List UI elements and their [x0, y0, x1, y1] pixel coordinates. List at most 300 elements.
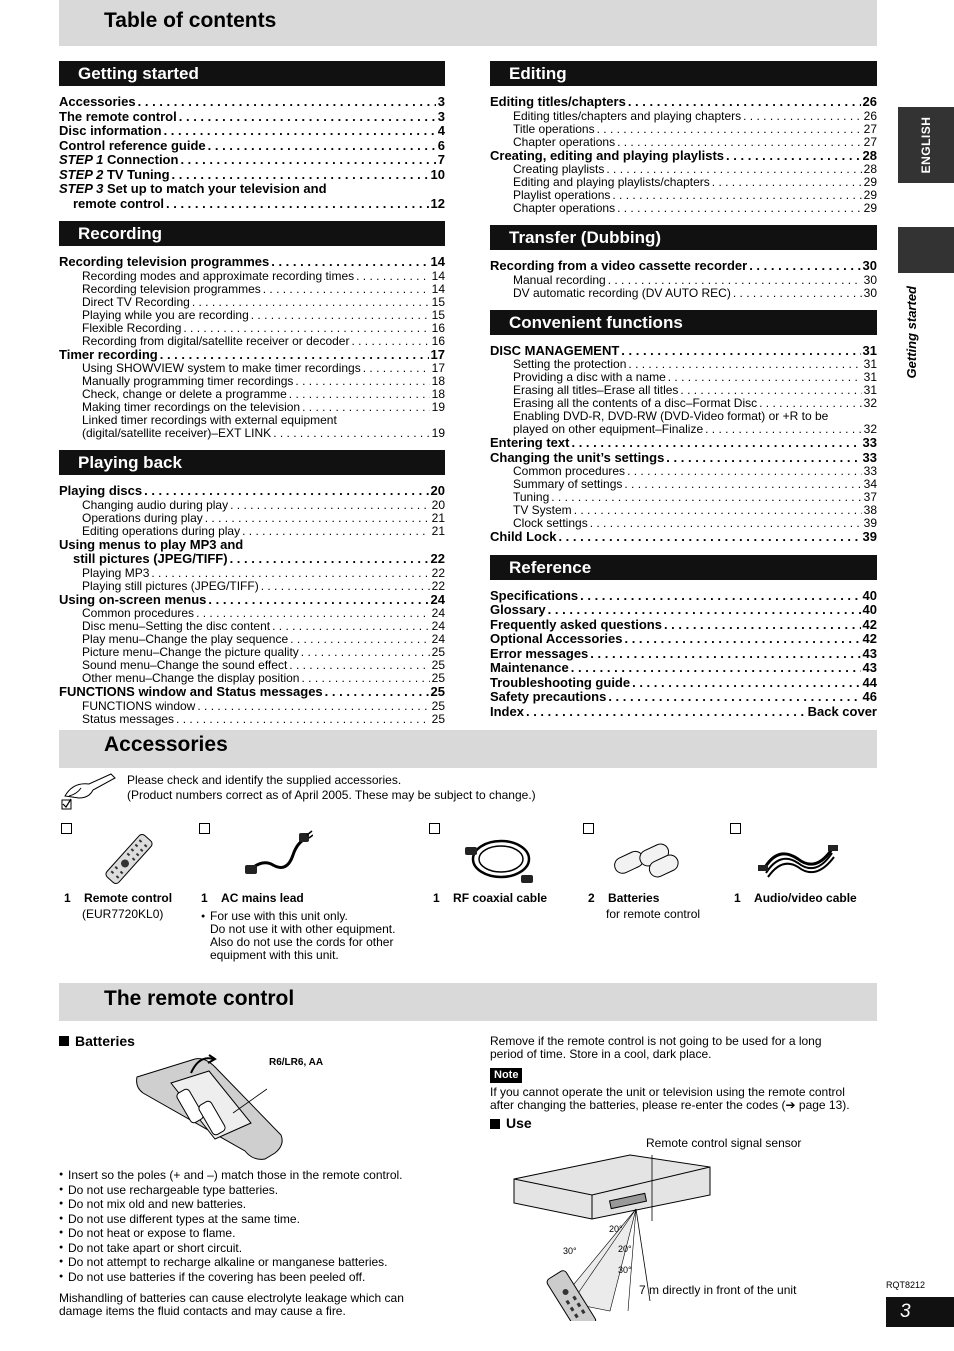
- toc-entry: [490, 451, 877, 466]
- toc-entry-label: Connection: [103, 153, 179, 167]
- toc-subentry: [59, 607, 445, 620]
- toc-entry-label: Play menu–Change the play sequence: [82, 633, 289, 646]
- toc-entry-title: [59, 153, 178, 168]
- toc-subentry: [59, 700, 445, 713]
- toc-leader-dots: [664, 618, 861, 633]
- toc-page-number: Back cover: [807, 704, 877, 719]
- toc-page-number: 18: [431, 388, 445, 401]
- toc-page-number: 19: [431, 401, 445, 414]
- toc-entry-title: [490, 259, 747, 274]
- battery-bullets: [59, 1168, 479, 1318]
- toc-entry-title: [59, 124, 162, 139]
- toc-page-number: 39: [863, 517, 877, 530]
- toc-entry-label: Frequently asked questions: [490, 617, 662, 632]
- toc-entry: [59, 139, 445, 154]
- toc-leader-dots: [624, 632, 860, 647]
- accessory-extra: (EUR7720KL0): [82, 907, 164, 921]
- toc-entry: [490, 676, 877, 691]
- toc-section: [490, 225, 877, 300]
- toc-entry-label: Specifications: [490, 588, 579, 603]
- toc-leader-dots: [726, 149, 860, 164]
- toc-entry-label: Other menu–Change the display position: [82, 672, 300, 685]
- toc-subentry: [59, 567, 445, 580]
- toc-page-number: 10: [430, 167, 445, 182]
- toc-leader-dots: [571, 661, 861, 676]
- toc-entry-label: Creating, editing and playing playlists: [490, 148, 725, 163]
- battery-warning: [59, 1292, 479, 1318]
- toc-entry-title: [82, 646, 299, 659]
- toc-entry-label: TV Tuning: [103, 167, 170, 182]
- accessories-intro-line1: Please check and identify the supplied accessories.: [127, 773, 402, 787]
- document-code: RQT8212: [886, 1280, 926, 1290]
- remote-right-column: [490, 1033, 880, 1297]
- toc-page-number: 25: [431, 712, 445, 726]
- toc-entry: [59, 685, 445, 700]
- toc-entry-title: [490, 705, 524, 720]
- accessory-checkbox[interactable]: [61, 823, 72, 834]
- toc-leader-dots: [290, 633, 429, 646]
- toc-page-number: 14: [431, 269, 445, 283]
- distance-label: 7 m directly in front of the unit: [639, 1283, 797, 1297]
- toc-leader-dots: [526, 705, 806, 720]
- toc-entry-label: Sound menu–Change the sound effect: [82, 659, 288, 672]
- toc-leader-dots: [705, 423, 862, 436]
- toc-page-number: 24: [431, 620, 445, 633]
- toc-entry-label: remote control: [73, 196, 165, 211]
- toc-entry-title: [490, 589, 578, 604]
- toc-subentry: [59, 713, 445, 726]
- remote-band: [59, 983, 877, 1021]
- toc-entry: [490, 618, 877, 633]
- toc-entry-title: [82, 388, 287, 401]
- toc-entry-label: Common procedures: [513, 465, 626, 478]
- accessories-intro: [127, 773, 536, 803]
- toc-page-number: 22: [430, 552, 445, 566]
- toc-section-heading: Playing back: [59, 450, 445, 475]
- toc-page-number: 14: [430, 255, 445, 269]
- toc-subentry: [490, 504, 877, 517]
- toc-entry-title: [490, 618, 662, 633]
- toc-entry-label: Direct TV Recording: [82, 295, 190, 309]
- toc-entry: [490, 647, 877, 662]
- toc-entry-title: [490, 661, 569, 676]
- toc-section: [490, 310, 877, 545]
- toc-entry: [59, 182, 445, 197]
- toc-page-number: 29: [863, 202, 877, 215]
- toc-page-number: 25: [430, 685, 445, 699]
- toc-page-number: 30: [862, 259, 877, 273]
- toc-section-heading: Convenient functions: [490, 310, 877, 335]
- toc-section: [59, 450, 445, 726]
- toc-entry-label: Chapter operations: [513, 135, 616, 149]
- toc-entry-label: Creating playlists: [513, 163, 605, 176]
- toc-entry-title: [513, 176, 710, 189]
- toc-entry-title: [513, 287, 731, 300]
- toc-section-heading: Getting started: [59, 61, 445, 86]
- toc-page-number: 15: [431, 295, 445, 309]
- battery-insertion-illustration: [135, 1053, 285, 1161]
- accessory-ac-mains-lead: [199, 823, 424, 965]
- toc-page-number: 30: [863, 286, 877, 300]
- accessory-extra: for remote control: [606, 907, 701, 921]
- toc-page-number: 7: [437, 153, 445, 167]
- toc-entry-label: Troubleshooting guide: [490, 675, 631, 690]
- check-hand-icon: [59, 772, 121, 810]
- toc-entry-label: Error messages: [490, 646, 589, 661]
- toc-section: [490, 555, 877, 720]
- toc-page-number: 33: [863, 465, 877, 478]
- remote-title: The remote control: [104, 987, 295, 1010]
- toc-entry-title: [73, 552, 228, 567]
- toc-leader-dots: [590, 647, 860, 662]
- toc-entry: [490, 149, 877, 164]
- toc-page-number: 3: [437, 109, 445, 124]
- toc-leader-dots: [166, 197, 429, 212]
- toc-entry-label: Status messages: [82, 712, 175, 726]
- toc-entry-title: [82, 633, 288, 646]
- toc-leader-dots: [351, 335, 429, 348]
- battery-warning-line: damage items the fluid contacts and may cause a fire.: [59, 1304, 346, 1318]
- toc-entry-label: Timer recording: [59, 347, 158, 362]
- toc-subentry: [59, 335, 445, 348]
- toc-entry-title: [82, 620, 270, 633]
- battery-bullet: ● Insert so the poles (+ and –) match those in the remote control.: [59, 1168, 479, 1183]
- toc-page-number: 29: [863, 189, 877, 202]
- accessory-notes: [201, 910, 395, 962]
- remote-control-icon: [103, 831, 155, 887]
- toc-subentry: [59, 499, 445, 512]
- toc-entry-label: Glossary: [490, 603, 546, 617]
- toc-entry-label: Index: [490, 704, 524, 719]
- toc-page-number: 32: [863, 397, 877, 410]
- toc-leader-dots: [548, 603, 861, 618]
- accessory-name: AC mains lead: [221, 891, 304, 905]
- toc-entry-title: [82, 659, 287, 672]
- toc-entry-label: Clock settings: [513, 517, 588, 530]
- toc-subentry: [59, 672, 445, 685]
- toc-entry-label: Recording television programmes: [82, 282, 261, 296]
- toc-entry-label: Making timer recordings on the television: [82, 401, 301, 414]
- toc-entry: [490, 95, 877, 110]
- toc-page-number: 4: [437, 124, 445, 138]
- toc-leader-dots: [164, 124, 436, 139]
- toc-leader-dots: [183, 322, 429, 335]
- toc-entry: [59, 538, 445, 553]
- toc-entry: [490, 705, 877, 720]
- toc-leader-dots: [263, 283, 430, 296]
- accessory-rf-coaxial-cable: [429, 823, 574, 923]
- accessories-band: [59, 730, 877, 768]
- note-text-line: after changing the batteries, please re-enter the codes (➔ page 13).: [490, 1098, 850, 1112]
- toc-leader-dots: [606, 163, 861, 176]
- toc-entry-label: TV System: [513, 504, 572, 517]
- toc-entry-label: Erasing all the contents of a disc–Format Disc: [513, 397, 758, 410]
- toc-entry-title: [82, 309, 249, 322]
- toc-page-number: 18: [431, 375, 445, 388]
- toc-entry-label: Disc menu–Setting the disc content: [82, 620, 271, 633]
- toc-leader-dots: [580, 589, 860, 604]
- toc-entry-title: [513, 491, 549, 504]
- toc-page-number: 16: [431, 321, 445, 335]
- toc-subentry: [490, 491, 877, 504]
- toc-page-number: 29: [863, 176, 877, 189]
- toc-entry-label: Playing still pictures (JPEG/TIFF): [82, 579, 259, 593]
- toc-page-number: 33: [862, 450, 877, 465]
- toc-entry-label: Title operations: [513, 122, 595, 136]
- accessory-qty: 1: [734, 891, 741, 905]
- toc-leader-dots: [208, 593, 428, 608]
- ac-mains-lead-icon: [243, 829, 313, 879]
- toc-page-number: 22: [431, 566, 445, 580]
- toc-leader-dots: [668, 371, 862, 384]
- toc-entry-label: Child Lock: [490, 530, 557, 544]
- toc-page-number: 20: [431, 498, 445, 512]
- toc-page-number: 16: [431, 334, 445, 348]
- toc-leader-dots: [197, 700, 429, 713]
- toc-entry: [490, 603, 877, 618]
- toc-left-column: [59, 61, 445, 736]
- toc-entry-label: Summary of settings: [513, 478, 623, 491]
- accessory-qty: 1: [64, 891, 71, 905]
- toc-leader-dots: [325, 685, 429, 700]
- toc-leader-dots: [608, 690, 860, 705]
- toc-subentry: [59, 322, 445, 335]
- toc-leader-dots: [160, 348, 429, 363]
- toc-entry-title: [59, 685, 323, 700]
- toc-page-number: 24: [431, 607, 445, 620]
- toc-leader-dots: [617, 136, 862, 149]
- toc-entry-title: [82, 375, 293, 388]
- toc-leader-dots: [172, 168, 429, 183]
- toc-page-number: 32: [863, 423, 877, 436]
- battery-bullet: ● Do not use rechargeable type batteries.: [59, 1183, 479, 1198]
- toc-entry-label: Playing discs: [59, 484, 143, 498]
- toc-subentry: [59, 659, 445, 672]
- toc-subentry: [59, 309, 445, 322]
- accessory-note: ● For use with this unit only.: [201, 910, 395, 923]
- toc-entry: [490, 632, 877, 647]
- toc-entry-title: [513, 371, 666, 384]
- batteries-heading-text: Batteries: [75, 1033, 135, 1049]
- toc-page-number: 19: [431, 427, 445, 440]
- toc-entry-title: [513, 465, 625, 478]
- toc-entry-label: Disc information: [59, 124, 162, 138]
- toc-page-number: 17: [430, 347, 445, 362]
- toc-page-number: 42: [862, 617, 877, 632]
- toc-entry-title: [59, 484, 142, 499]
- toc-leader-dots: [180, 153, 435, 168]
- toc-page-number: 31: [862, 343, 877, 358]
- toc-entry-label: Using SHOWVIEW system to make timer recordings: [82, 362, 361, 375]
- toc-page-number: 34: [863, 478, 877, 491]
- toc-entry-title: [513, 423, 703, 436]
- toc-leader-dots: [597, 123, 862, 136]
- toc-page-number: 14: [431, 282, 445, 296]
- toc-subentry: [59, 580, 445, 593]
- toc-leader-dots: [628, 95, 861, 110]
- toc-entry-title: [490, 149, 724, 164]
- toc-entry-title: [490, 436, 569, 451]
- accessory-checkbox[interactable]: [583, 823, 594, 834]
- battery-bullet: ● Do not attempt to recharge alkaline or manganese batteries.: [59, 1255, 479, 1270]
- toc-entry-title: [490, 676, 630, 691]
- section-tab: [898, 227, 954, 273]
- toc-entry-title: [490, 530, 556, 545]
- toc-subentry: [490, 274, 877, 287]
- rf-coaxial-cable-icon: [459, 831, 539, 887]
- toc-page-number: 17: [431, 362, 445, 375]
- toc-entry: [59, 348, 445, 363]
- toc-entry-label: Changing the unit’s settings: [490, 450, 665, 465]
- toc-entry-title: [59, 95, 136, 110]
- toc-leader-dots: [612, 189, 861, 202]
- accessory-qty: 2: [588, 891, 595, 905]
- toc-entry: [59, 153, 445, 168]
- toc-leader-dots: [621, 344, 860, 359]
- toc-entry-label: Control reference guide: [59, 138, 206, 153]
- toc-entry-title: [59, 593, 206, 608]
- toc-page-number: 20: [430, 484, 445, 498]
- toc-entry-title: [513, 123, 595, 136]
- toc-page-number: 38: [863, 504, 877, 517]
- battery-bullet: ● Do not heat or expose to flame.: [59, 1226, 479, 1241]
- toc-entry-title: [513, 189, 610, 202]
- toc-leader-dots: [743, 110, 862, 123]
- toc-subentry: [490, 163, 877, 176]
- toc-leader-dots: [289, 659, 429, 672]
- toc-leader-dots: [261, 580, 430, 593]
- toc-leader-dots: [632, 676, 860, 691]
- toc-entry-label: Playlist operations: [513, 189, 611, 202]
- toc-leader-dots: [301, 672, 429, 685]
- toc-subentry: [490, 202, 877, 215]
- toc-leader-dots: [356, 270, 430, 283]
- toc-subentry: [490, 110, 877, 123]
- toc-entry-label: Erasing all titles–Erase all titles: [513, 384, 679, 397]
- angle-label: 20°: [609, 1224, 623, 1234]
- toc-entry: [490, 661, 877, 676]
- toc-entry-label: Setting the protection: [513, 358, 627, 371]
- toc-entry-label: Flexible Recording: [82, 321, 182, 335]
- toc-page-number: 3: [437, 95, 445, 109]
- remove-text-line: Remove if the remote control is not going to be used for a long: [490, 1034, 822, 1048]
- toc-page-number: 25: [431, 699, 445, 713]
- note-text-line: If you cannot operate the unit or television using the remote control: [490, 1085, 845, 1099]
- toc-entry-label: Set up to match your television and: [103, 181, 327, 196]
- toc-page-number: 28: [862, 148, 877, 163]
- square-bullet-icon: [490, 1119, 500, 1129]
- toc-page-number: 15: [431, 308, 445, 322]
- toc-entry-title: [59, 110, 177, 125]
- toc-leader-dots: [272, 620, 430, 633]
- toc-entry-title: [82, 580, 259, 593]
- toc-subentry: [59, 375, 445, 388]
- toc-entry-title: [490, 632, 622, 647]
- toc-entry-label: Using on-screen menus: [59, 592, 207, 607]
- toc-leader-dots: [733, 287, 862, 300]
- toc-entry-title: [82, 713, 174, 726]
- toc-entry-title: [490, 647, 588, 662]
- battery-type-label: R6/LR6, AA: [269, 1057, 324, 1068]
- toc-subentry: [490, 517, 877, 530]
- toc-entry-title: [82, 335, 349, 348]
- accessory-qty: 1: [201, 891, 208, 905]
- toc-entry-label: Chapter operations: [513, 202, 616, 215]
- toc-leader-dots: [295, 375, 429, 388]
- accessory-checkbox[interactable]: [199, 823, 210, 834]
- toc-leader-dots: [230, 499, 430, 512]
- toc-leader-dots: [608, 274, 862, 287]
- toc-entry-label: Playing while you are recording: [82, 308, 249, 322]
- toc-step-prefix: STEP 3: [59, 181, 104, 196]
- toc-entry-label: Editing operations during play: [82, 524, 241, 538]
- toc-leader-dots: [571, 436, 860, 451]
- toc-leader-dots: [242, 525, 430, 538]
- toc-entry-title: [490, 451, 664, 466]
- battery-bullet: ● Do not mix old and new batteries.: [59, 1197, 479, 1212]
- page-number: 3: [886, 1297, 954, 1327]
- angle-label: 30°: [563, 1246, 577, 1256]
- toc-leader-dots: [558, 530, 860, 545]
- toc-entry-label: FUNCTIONS window: [82, 699, 196, 713]
- accessory-note: Also do not use the cords for other: [210, 935, 394, 949]
- toc-page-number: 30: [863, 273, 877, 287]
- accessory-qty: 1: [433, 891, 440, 905]
- toc-subentry: [59, 362, 445, 375]
- toc-page-number: 26: [862, 95, 877, 109]
- toc-entry-title: [73, 197, 164, 212]
- toc-leader-dots: [551, 491, 861, 504]
- toc-entry: [59, 593, 445, 608]
- toc-entry-title: [82, 672, 299, 685]
- battery-warning-line: Mishandling of batteries can cause electrolyte leakage which can: [59, 1291, 404, 1305]
- toc-subentry: [59, 283, 445, 296]
- toc-leader-dots: [196, 607, 430, 620]
- toc-title-band: [59, 0, 877, 46]
- accessory-checkbox[interactable]: [429, 823, 440, 834]
- toc-entry-title: [513, 110, 741, 123]
- toc-entry: [59, 552, 445, 567]
- toc-leader-dots: [617, 202, 862, 215]
- toc-leader-dots: [627, 465, 862, 478]
- angle-label: 30°: [618, 1265, 632, 1275]
- toc-leader-dots: [590, 517, 862, 530]
- toc-entry-title: [513, 136, 615, 149]
- sensor-label: Remote control signal sensor: [646, 1136, 802, 1150]
- toc-entry-title: [513, 478, 622, 491]
- accessory-checkbox[interactable]: [730, 823, 741, 834]
- toc-entry-title: [490, 344, 619, 359]
- language-tab: [898, 107, 954, 183]
- toc-entry-title: [59, 168, 170, 183]
- toc-subentry: [490, 465, 877, 478]
- toc-subentry: [59, 270, 445, 283]
- accessory-name: Audio/video cable: [754, 891, 857, 905]
- toc-entry-title: [82, 700, 195, 713]
- toc-page-number: 31: [863, 371, 877, 384]
- toc-entry-label: Recording from digital/satellite receiver or decoder: [82, 334, 350, 348]
- toc-entry-title: [490, 95, 626, 110]
- battery-bullet: ● Do not take apart or short circuit.: [59, 1241, 479, 1256]
- accessory-audio-video-cable: [730, 823, 880, 923]
- toc-entry-title: [490, 603, 546, 618]
- note-badge: Note: [490, 1068, 522, 1083]
- batteries-icon: [611, 837, 681, 885]
- toc-entry-label: Providing a disc with a name: [513, 371, 666, 384]
- toc-entry-title: [82, 270, 354, 283]
- toc-leader-dots: [230, 552, 429, 567]
- toc-subentry: [59, 633, 445, 646]
